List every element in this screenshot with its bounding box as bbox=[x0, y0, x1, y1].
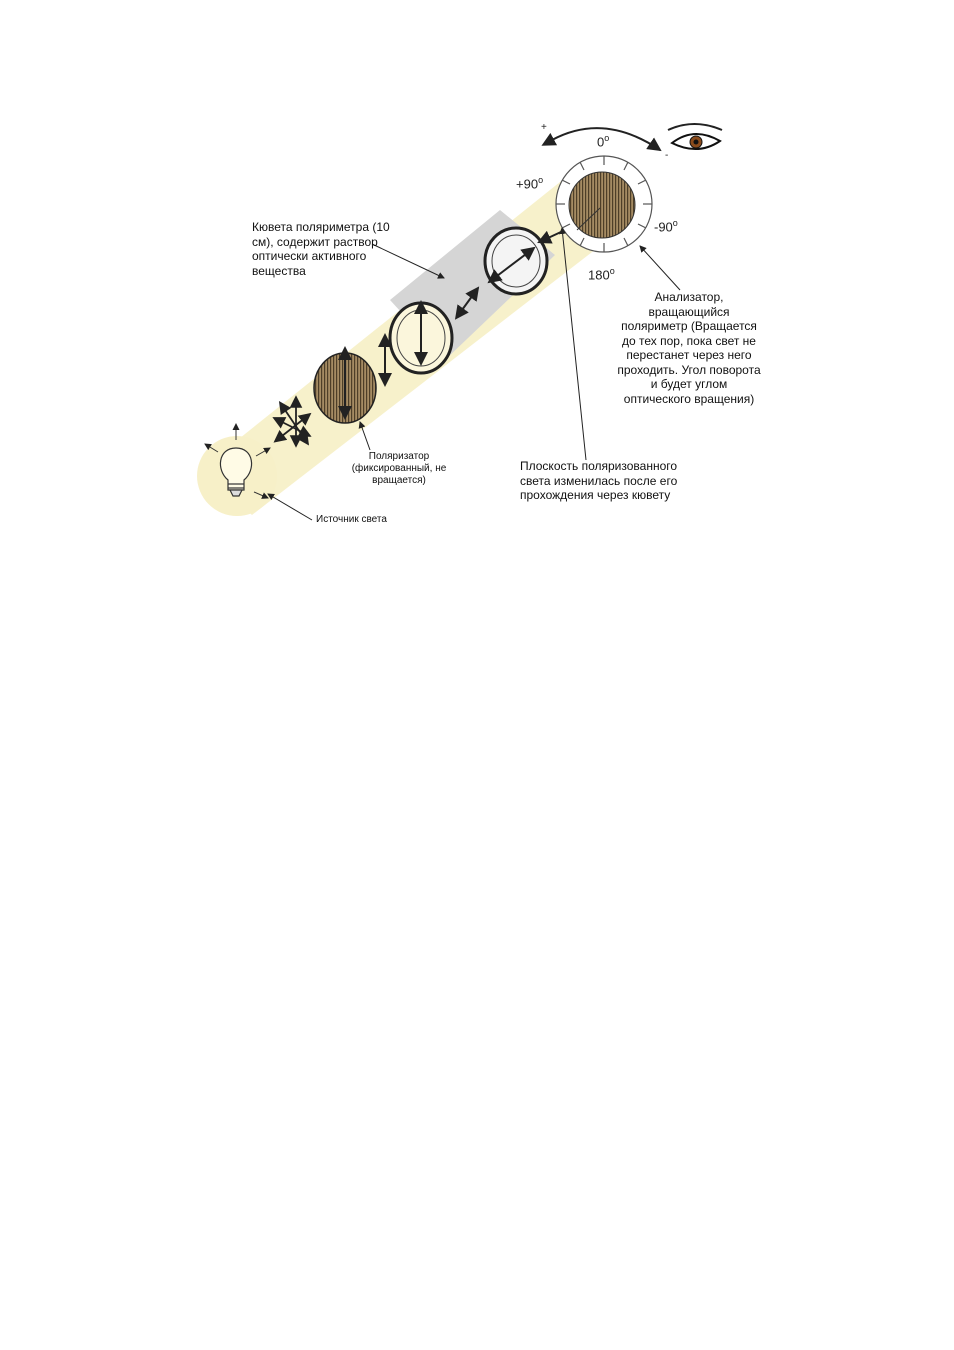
degree-sign: o bbox=[672, 218, 678, 228]
polarimeter-diagram bbox=[0, 0, 954, 560]
polarizer-label: Поляризатор (фиксированный, не вращается) bbox=[351, 451, 447, 486]
analyzer-leader-line bbox=[640, 246, 680, 290]
cuvette-entrance-disc bbox=[390, 303, 452, 373]
degree-sign: o bbox=[609, 266, 615, 276]
source-leader-line bbox=[268, 494, 312, 520]
dial-label-180 bbox=[588, 266, 615, 282]
cuvette-exit-disc bbox=[485, 228, 547, 294]
degree-sign: o bbox=[604, 133, 610, 143]
dial-value-plus90: +90 bbox=[516, 176, 539, 192]
dial-label-0 bbox=[597, 133, 609, 149]
dial-minus-sign: - bbox=[665, 150, 669, 161]
eye-icon bbox=[668, 124, 722, 149]
dial-value-0: 0 bbox=[597, 134, 605, 150]
dial-value-180: 180 bbox=[588, 267, 610, 283]
analyzer-dial bbox=[556, 156, 652, 252]
dial-label-plus90 bbox=[516, 175, 543, 191]
analyzer-label: Анализатор, вращающийся поляриметр (Вращается до тех пор, пока свет не перестанет через него проходить. Угол поворота и будет углом оптического вращения) bbox=[617, 290, 761, 406]
degree-sign: o bbox=[538, 175, 544, 185]
dial-label-minus90 bbox=[654, 218, 678, 234]
dial-value-minus90: -90 bbox=[654, 219, 673, 235]
plane-changed-label: Плоскость поляризованного света изменилась после его прохождения через кювету bbox=[520, 459, 678, 502]
light-source-label: Источник света bbox=[316, 514, 387, 525]
cuvette-label: Кювета поляриметра (10 см), содержит раствор оптически активного вещества bbox=[252, 220, 390, 278]
dial-plus-sign: + bbox=[541, 122, 547, 133]
polarizer-disc bbox=[314, 353, 376, 423]
